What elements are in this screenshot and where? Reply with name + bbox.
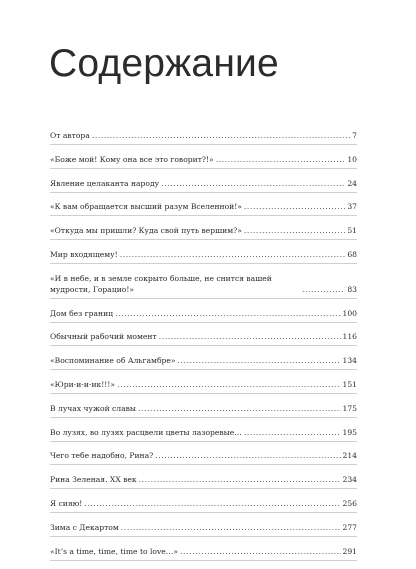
toc-entry[interactable]: [50, 154, 357, 169]
toc-entry-page-number: 116: [342, 332, 357, 342]
toc-entry[interactable]: [50, 498, 357, 513]
dot-leader: [244, 225, 345, 236]
toc-entry[interactable]: [50, 308, 357, 323]
toc-entry-title: От автора: [50, 131, 90, 140]
toc-entry-page-number: 234: [342, 475, 357, 485]
dot-leader: [115, 308, 340, 319]
toc-entry-title: «Воспоминание об Альгамбре»: [50, 356, 176, 366]
toc-entry[interactable]: [50, 522, 357, 537]
toc-entry[interactable]: [50, 546, 357, 561]
toc-entry-title: Рина Зеленая. XX век: [50, 475, 137, 485]
dot-leader: [139, 474, 341, 485]
toc-entry-title: «It’s a time, time, time to love…»: [50, 546, 179, 556]
dot-leader: [302, 284, 345, 295]
toc-entry-page-number: 7: [352, 131, 357, 140]
toc-entry-title: Явление целаканта народу: [50, 178, 160, 188]
toc-entry-title: Чего тебе надобно, Рина?: [50, 451, 154, 461]
toc-entry-title: «Откуда мы пришли? Куда свой путь вершим?»: [50, 226, 242, 236]
toc-entry-title: Зима с Декартом: [50, 522, 119, 532]
toc-entry-title: «К вам обращается высший разум Вселенной!»: [50, 202, 242, 212]
dot-leader: [159, 331, 341, 342]
toc-entry[interactable]: [50, 403, 357, 418]
toc-entry-title: Во лузях, во лузях расцвели цветы лазоревые…: [50, 427, 242, 437]
dot-leader: [178, 355, 341, 366]
toc-entry[interactable]: [50, 331, 357, 346]
dot-leader: [138, 403, 341, 414]
toc-entry-page-number: 51: [347, 226, 357, 236]
toc-entry-page-number: 214: [342, 451, 357, 461]
toc-entry-title: В лучах чужой славы: [50, 403, 136, 413]
dot-leader: [117, 379, 340, 390]
page-title: Содержание: [49, 42, 279, 85]
toc-entry-page-number: 37: [347, 202, 357, 212]
toc-entry-page-number: 134: [342, 356, 357, 366]
dot-leader: [92, 130, 350, 141]
toc-entry[interactable]: [50, 130, 357, 145]
dot-leader: [155, 450, 340, 461]
toc-entry-page-number: 195: [342, 427, 357, 437]
toc-entry[interactable]: [50, 474, 357, 489]
toc-entry-page-number: 256: [342, 498, 357, 508]
toc-entry-title: Я сияю!: [50, 498, 83, 508]
toc-entry[interactable]: [50, 273, 357, 299]
toc-entry[interactable]: [50, 201, 357, 216]
dot-leader: [180, 546, 340, 557]
toc-entry-title: Обычный рабочий момент: [50, 332, 157, 342]
dot-leader: [244, 427, 341, 438]
table-of-contents: [50, 130, 357, 569]
toc-entry-title: «И в небе, и в земле сокрыто больше, не снится вашей мудрости, Горацио!»: [50, 273, 272, 294]
toc-entry-title: «Боже мой! Кому она все это говорит?!»: [50, 154, 214, 164]
dot-leader: [216, 154, 346, 165]
toc-entry-page-number: 83: [347, 284, 357, 294]
toc-entry[interactable]: [50, 178, 357, 193]
dot-leader: [121, 522, 341, 533]
toc-entry-page-number: 68: [347, 249, 357, 259]
toc-entry-page-number: 24: [347, 178, 357, 188]
toc-entry[interactable]: [50, 450, 357, 465]
toc-entry-page-number: 10: [347, 154, 357, 164]
toc-entry-page-number: 291: [342, 546, 357, 556]
toc-entry-title: «Юри-и-и-ик!!!»: [50, 379, 116, 389]
toc-entry[interactable]: [50, 249, 357, 264]
toc-entry[interactable]: [50, 225, 357, 240]
toc-entry-title: Мир входящему!: [50, 249, 118, 259]
dot-leader: [120, 249, 346, 260]
toc-entry-title: Дом без границ: [50, 308, 114, 318]
toc-entry-page-number: 100: [342, 308, 357, 318]
toc-entry-page-number: 175: [342, 403, 357, 413]
toc-entry-page-number: 277: [342, 522, 357, 532]
dot-leader: [84, 498, 340, 509]
toc-entry-page-number: 151: [342, 379, 357, 389]
toc-entry[interactable]: [50, 427, 357, 442]
dot-leader: [161, 178, 345, 189]
toc-entry[interactable]: [50, 379, 357, 394]
dot-leader: [244, 201, 345, 212]
toc-entry[interactable]: [50, 355, 357, 370]
